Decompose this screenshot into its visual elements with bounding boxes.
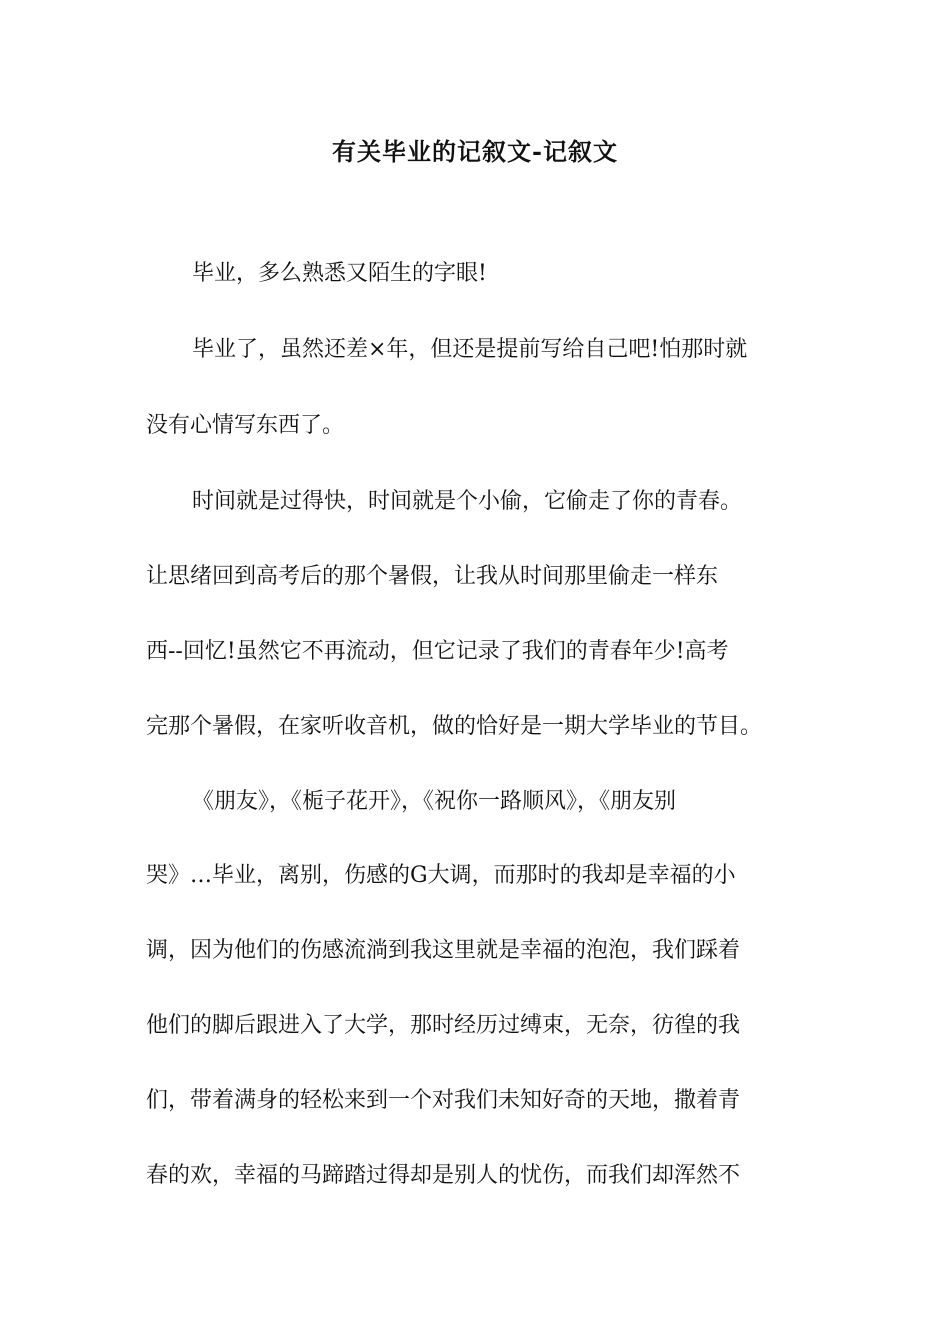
paragraph-line: 完那个暑假，在家听收音机，做的恰好是一期大学毕业的节目。 (146, 714, 763, 739)
paragraph-line: 没有心情写东西了。 (146, 413, 345, 438)
paragraph-line: 调，因为他们的伤感流淌到我这里就是幸福的泡泡，我们踩着 (146, 938, 741, 963)
document-title: 有关毕业的记叙文-记叙文 (332, 137, 618, 166)
paragraph-line: 春的欢，幸福的马蹄踏过得却是别人的忧伤，而我们却浑然不 (146, 1163, 741, 1188)
paragraph-line: 时间就是过得快，时间就是个小偷，它偷走了你的青春。 (192, 489, 743, 514)
paragraph-line: 毕业了，虽然还差×年，但还是提前写给自己吧!怕那时就 (192, 337, 748, 362)
paragraph-line: 他们的脚后跟进入了大学，那时经历过缚束，无奈，彷徨的我 (146, 1013, 741, 1038)
paragraph-line: 哭》…毕业，离别，伤感的G大调，而那时的我却是幸福的小 (146, 863, 736, 888)
paragraph-line: 西--回忆!虽然它不再流动，但它记录了我们的青春年少!高考 (146, 639, 729, 664)
paragraph-line: 《朋友》，《栀子花开》，《祝你一路顺风》，《朋友别 (192, 789, 677, 814)
paragraph-line: 们，带着满身的轻松来到一个对我们未知好奇的天地，撒着青 (146, 1088, 741, 1113)
paragraph-line: 让思绪回到高考后的那个暑假，让我从时间那里偷走一样东 (146, 564, 719, 589)
paragraph-line: 毕业，多么熟悉又陌生的字眼! (192, 261, 487, 286)
